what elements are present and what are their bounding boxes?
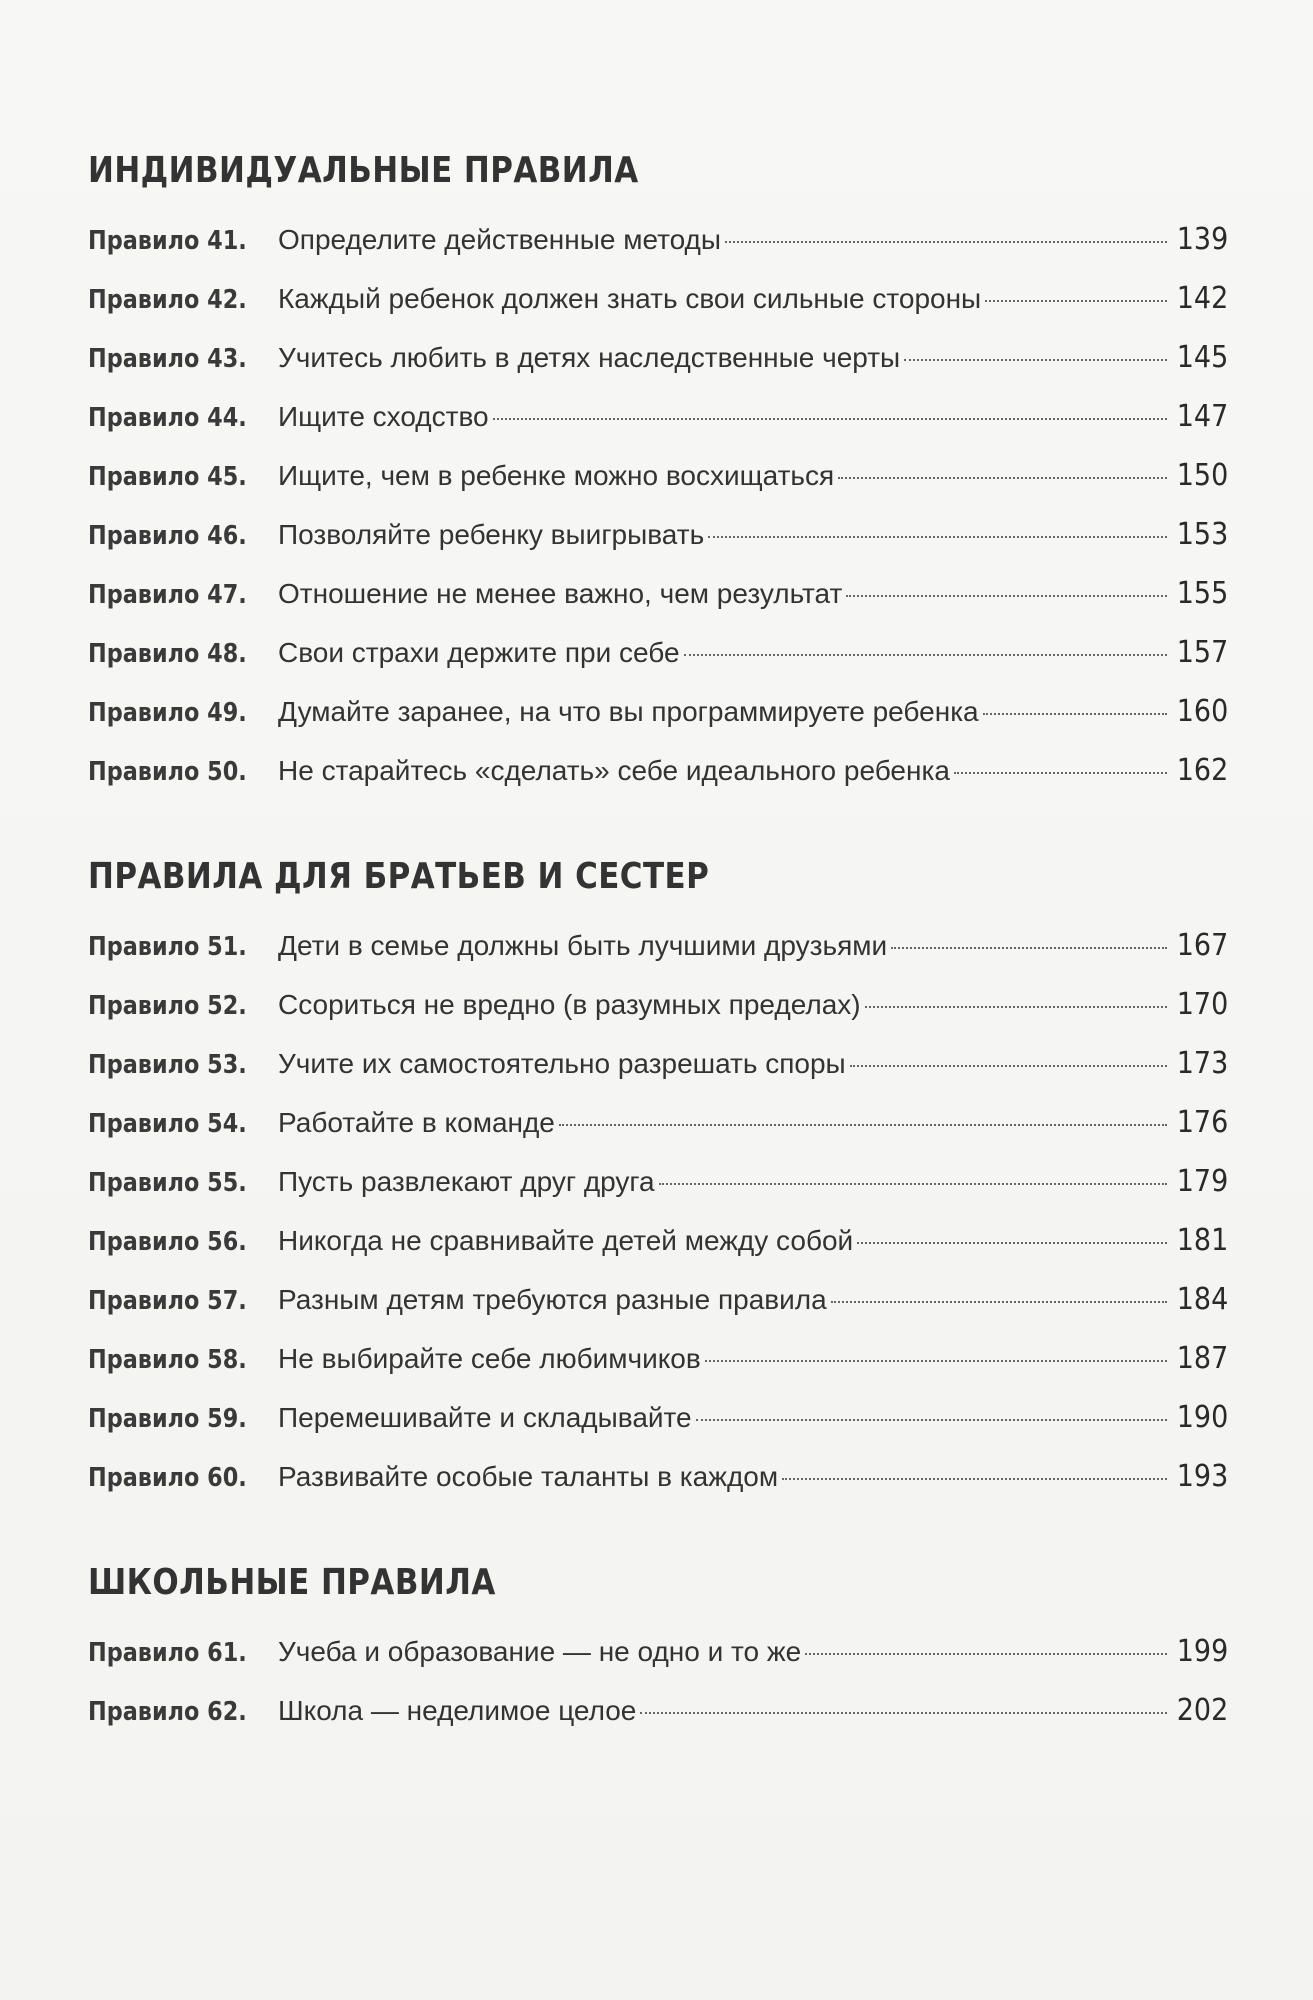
rule-number: Правило 56. [88,1227,247,1257]
rule-number: Правило 49. [88,698,247,728]
toc-section-individual [88,146,1228,800]
page-number: 181 [1176,1223,1228,1258]
page-number: 142 [1176,281,1228,316]
dot-leader [684,654,1167,656]
dot-leader [831,1301,1167,1303]
toc-entry[interactable] [88,1211,1228,1270]
rule-number: Правило 47. [88,580,247,610]
dot-leader [782,1478,1167,1480]
toc-section-siblings [88,852,1228,1506]
dot-leader [696,1419,1167,1421]
rule-number: Правило 58. [88,1345,247,1375]
rule-title: Разным детям требуются разные правила [278,1284,827,1315]
toc-entry[interactable] [88,505,1228,564]
rule-number: Правило 48. [88,639,247,669]
section-title: ПРАВИЛА ДЛЯ БРАТЬЕВ И СЕСТЕР [88,856,710,897]
section-title: ШКОЛЬНЫЕ ПРАВИЛА [88,1562,496,1603]
page-number: 176 [1176,1105,1228,1140]
rule-title: Думайте заранее, на что вы программируете ребенка [278,696,979,727]
dot-leader [705,1360,1167,1362]
rule-title: Каждый ребенок должен знать свои сильные стороны [278,283,982,314]
rule-title: Пусть развлекают друг друга [278,1166,655,1197]
rule-number: Правило 61. [88,1638,247,1668]
rule-title: Свои страхи держите при себе [278,637,680,668]
toc-entry[interactable] [88,1152,1228,1211]
page-number: 153 [1176,517,1228,552]
page-number: 145 [1176,340,1228,375]
rule-number: Правило 62. [88,1697,247,1727]
rule-title: Не выбирайте себе любимчиков [278,1343,701,1374]
dot-leader [985,300,1167,302]
dot-leader [891,947,1167,949]
page-number: 184 [1176,1282,1228,1317]
dot-leader [954,772,1167,774]
toc-section-school [88,1558,1228,1740]
rule-number: Правило 44. [88,403,247,433]
dot-leader [838,477,1167,479]
page-number: 139 [1176,222,1228,257]
toc-entry[interactable] [88,269,1228,328]
toc-entry[interactable] [88,210,1228,269]
dot-leader [983,713,1167,715]
toc-entry[interactable] [88,1447,1228,1506]
rule-title: Определите действенные методы [278,224,722,255]
rule-title: Ищите, чем в ребенке можно восхищаться [278,460,835,491]
dot-leader [559,1124,1167,1126]
toc-entry[interactable] [88,1622,1228,1681]
toc-entry[interactable] [88,975,1228,1034]
toc-entry[interactable] [88,1270,1228,1329]
rule-title: Развивайте особые таланты в каждом [278,1461,779,1492]
toc-entry[interactable] [88,1681,1228,1740]
dot-leader [708,536,1167,538]
dot-leader [857,1242,1167,1244]
page-number: 199 [1176,1634,1228,1669]
page-number: 150 [1176,458,1228,493]
rule-number: Правило 57. [88,1286,247,1316]
dot-leader [659,1183,1167,1185]
page-number: 193 [1176,1459,1228,1494]
page-number: 155 [1176,576,1228,611]
section-title: ИНДИВИДУАЛЬНЫЕ ПРАВИЛА [88,150,639,191]
rule-title: Не старайтесь «сделать» себе идеального ребенка [278,755,950,786]
rule-title: Школа — неделимое целое [278,1695,637,1726]
rule-number: Правило 45. [88,462,247,492]
rule-title: Ищите сходство [278,401,489,432]
rule-number: Правило 43. [88,344,247,374]
rule-number: Правило 41. [88,226,247,256]
page-number: 157 [1176,635,1228,670]
toc-entry[interactable] [88,446,1228,505]
rule-number: Правило 59. [88,1404,247,1434]
rule-title: Позволяйте ребенку выигрывать [278,519,705,550]
toc-entry[interactable] [88,623,1228,682]
rule-number: Правило 52. [88,991,247,1021]
toc-entry[interactable] [88,916,1228,975]
toc-entry[interactable] [88,387,1228,446]
dot-leader [725,241,1167,243]
page-number: 160 [1176,694,1228,729]
rule-title: Дети в семье должны быть лучшими друзьями [278,930,888,961]
dot-leader [865,1006,1167,1008]
page-number: 179 [1176,1164,1228,1199]
page-number: 173 [1176,1046,1228,1081]
dot-leader [493,418,1167,420]
rule-number: Правило 51. [88,932,247,962]
rule-title: Учеба и образование — не одно и то же [278,1636,802,1667]
dot-leader [850,1065,1167,1067]
rule-number: Правило 53. [88,1050,247,1080]
rule-number: Правило 42. [88,285,247,315]
dot-leader [805,1653,1167,1655]
page-number: 187 [1176,1341,1228,1376]
rule-title: Ссориться не вредно (в разумных пределах) [278,989,861,1020]
toc-entry[interactable] [88,1388,1228,1447]
rule-title: Учитесь любить в детях наследственные черты [278,342,901,373]
page-number: 170 [1176,987,1228,1022]
rule-number: Правило 46. [88,521,247,551]
rule-title: Работайте в команде [278,1107,555,1138]
page-number: 167 [1176,928,1228,963]
toc-entry[interactable] [88,682,1228,741]
dot-leader [904,359,1167,361]
toc-entry[interactable] [88,1034,1228,1093]
rule-number: Правило 54. [88,1109,247,1139]
page-number: 190 [1176,1400,1228,1435]
toc-entry[interactable] [88,1093,1228,1152]
rule-title: Отношение не менее важно, чем результат [278,578,843,609]
dot-leader [846,595,1166,597]
rule-number: Правило 55. [88,1168,247,1198]
dot-leader [640,1712,1166,1714]
rule-number: Правило 50. [88,757,247,787]
page-number: 162 [1176,753,1228,788]
toc-entry[interactable] [88,328,1228,387]
rule-number: Правило 60. [88,1463,247,1493]
rule-title: Никогда не сравнивайте детей между собой [278,1225,854,1256]
toc-entry[interactable] [88,564,1228,623]
page-number: 147 [1176,399,1228,434]
toc-entry[interactable] [88,1329,1228,1388]
rule-title: Перемешивайте и складывайте [278,1402,692,1433]
page-number: 202 [1176,1693,1228,1728]
toc-entry[interactable] [88,741,1228,800]
rule-title: Учите их самостоятельно разрешать споры [278,1048,846,1079]
